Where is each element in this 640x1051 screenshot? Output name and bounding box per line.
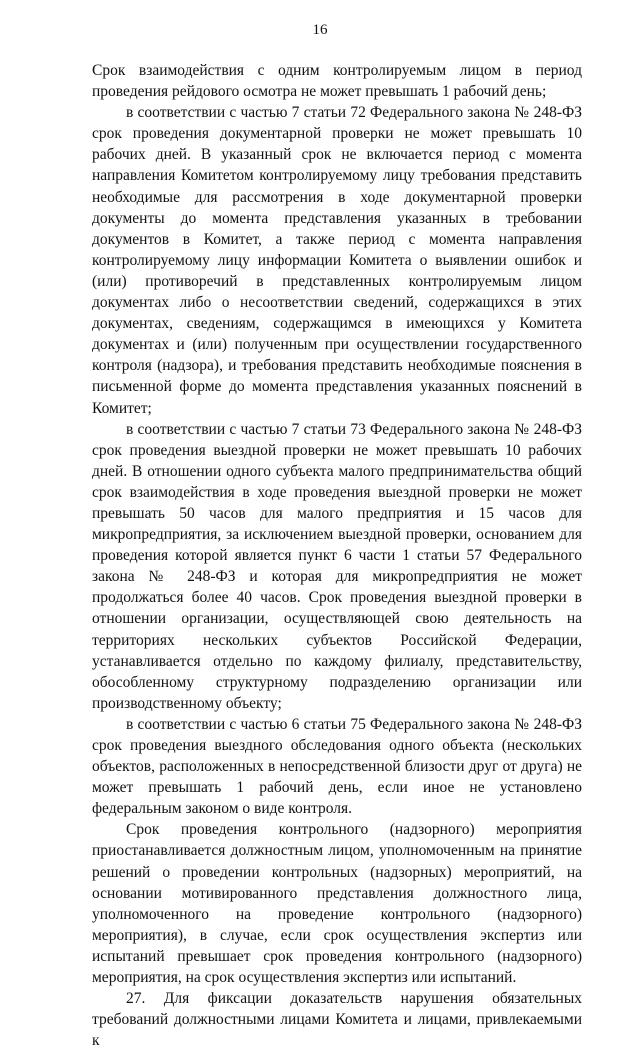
paragraph-item-27: 27. Для фиксации доказательств нарушения обязательных требований должностными лицами Комитета и лицами, привлекаемыми к bbox=[92, 990, 582, 1050]
page-number: 16 bbox=[312, 22, 328, 38]
paragraph-suspension-of-term: Срок проведения контрольного (надзорного) мероприятия приостанавливается должностным лицом, уполномоченным на принятие решений о проведении контрольных (надзорных) мероприятий, на основании мотивированного представления должностного лица, уполномоченного на проведение контрольного (надзорного) мероприятия), в случае, если срок осуществления экспертиз или испытаний превышает срок проведения контрольного (надзорного) мероприятия, на срок осуществления экспертиз или испытаний. bbox=[92, 821, 582, 987]
paragraph-field-inspection-term: в соответствии с частью 7 статьи 73 Федерального закона № 248-ФЗ срок проведения выездной проверки не может превышать 10 рабочих дней. В отношении одного субъекта малого предпринимательства общий срок взаимодействия в ходе проведения выездной проверки не может превышать 50 часов для малого предприятия и 15 часов для микропредприятия, за исключением выездной проверки, основанием для проведения которой является пункт 6 части 1 статьи 57 Федерального закона № 248-ФЗ и которая для микропредприятия не может продолжаться более 40 часов. Срок проведения выездной проверки в отношении организации, осуществляющей свою деятельность на территориях нескольких субъектов Российской Федерации, устанавливается отдельно по каждому филиалу, представительству, обособленному структурному подразделению организации или производственному объекту; bbox=[92, 420, 582, 712]
paragraph-documentary-inspection-term: в соответствии с частью 7 статьи 72 Федерального закона № 248-ФЗ срок проведения документарной проверки не может превышать 10 рабочих дней. В указанный срок не включается период с момента направления Комитетом контролируемому лицу требования представить необходимые для рассмотрения в ходе документарной проверки документы до момента представления указанных в требовании документов в Комитет, а также период с момента направления контролируемому лицу информации Комитета о выявлении ошибок и (или) противоречий в представленных контролируемым лицом документах либо о несоответствии сведений, содержащихся в этих документах, сведениям, содержащимся в имеющихся у Комитета документах и (или) полученным при осуществлении государственного контроля (надзора), и требования представить необходимые пояснения в письменной форме до момента представления указанных пояснений в Комитет; bbox=[92, 104, 582, 417]
paragraph-field-survey-term: в соответствии с частью 6 статьи 75 Федерального закона № 248-ФЗ срок проведения выездного обследования одного объекта (нескольких объектов, расположенных в непосредственной близости друг от друга) не может превышать 1 рабочий день, если иное не установлено федеральным законом о виде контроля. bbox=[92, 715, 582, 818]
document-body bbox=[92, 60, 582, 1050]
paragraph-raid-inspection-term: Срок взаимодействия с одним контролируемым лицом в период проведения рейдового осмотра не может превышать 1 рабочий день; bbox=[92, 62, 582, 101]
